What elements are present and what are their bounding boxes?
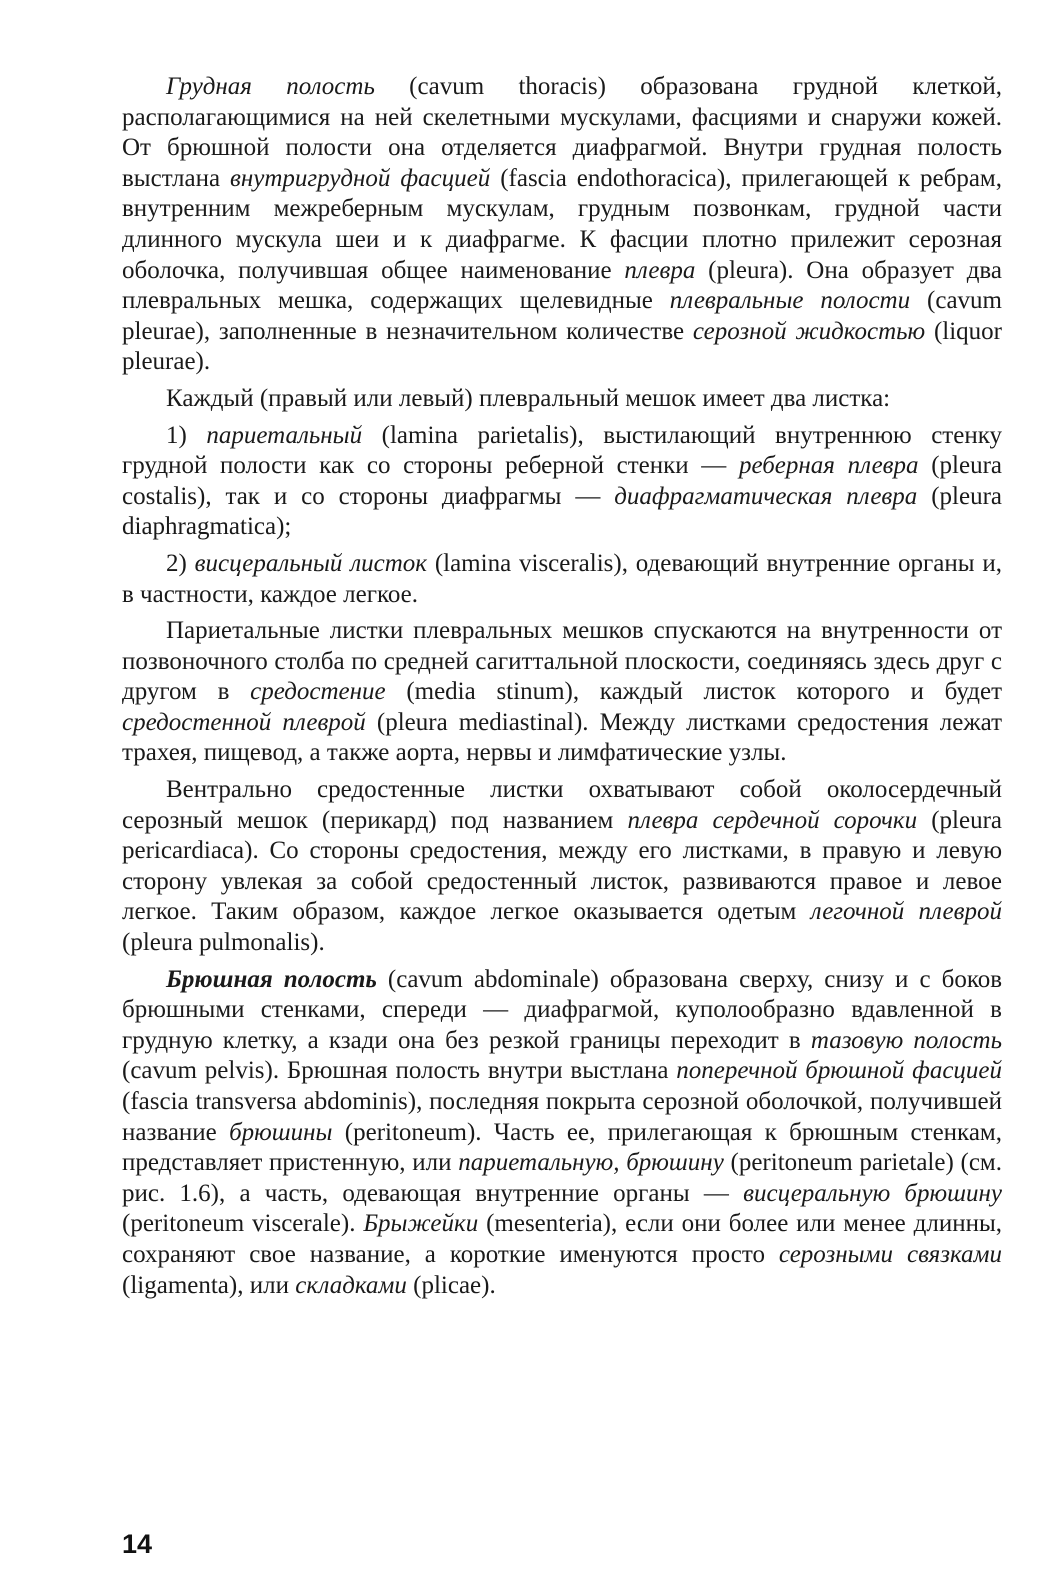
paragraph-mediastinum <box>122 616 1002 769</box>
page-number: 14 <box>122 1529 153 1559</box>
italic-term: средостение <box>250 678 386 706</box>
paragraph-pleural-sac-layers <box>122 384 1002 415</box>
text-run: (media stinum), каждый листок которого и будет <box>385 678 1002 706</box>
text-run: (fascia transversa abdominis), последняя покрыта серозной оболочкой, получившей название <box>122 1088 1002 1146</box>
text-run: Вентрально средостенные листки охватывают собой околосердечный серозный мешок (перикард) под названием <box>122 776 1002 834</box>
italic-term: серозными связками <box>778 1240 1002 1268</box>
italic-term: диафрагматическая плевра <box>614 482 918 510</box>
text-run: (fascia endothoracica), прилегающей к ребрам, внутренним межреберным мускулам, грудным позвонкам, грудной части длинного мускула шеи и к диафрагме. К фасции плотно прилежит серозная оболочка, получившая общее наименование <box>122 164 1003 284</box>
text-run: (pleura costalis), так и со стороны диафрагмы — <box>122 452 1002 510</box>
italic-term: поперечной брюшной фасцией <box>676 1057 1003 1085</box>
text-run: Париетальные листки плевральных мешков спускаются на внутренности от позвоночного столба по средней сагиттальной плоскости, соединяясь здесь друг с другом в <box>122 617 1002 706</box>
text-run: (ligamenta), или <box>122 1271 296 1299</box>
text-run: (peritoneum viscerale). <box>122 1210 364 1238</box>
text-run: (pleura mediastinal). Между листками средостения лежат трахея, пищевод, а также аорта, нервы и лимфатические узлы. <box>122 708 1002 767</box>
italic-term: висцеральную брюшину <box>743 1179 1002 1207</box>
document-page <box>122 72 1002 1301</box>
text-run: (liquor pleurae). <box>122 317 1002 376</box>
text-run: (lamina parietalis), выстилающий внутреннюю стенку грудной полости как со стороны реберной стенки — <box>122 421 1002 480</box>
italic-term: складками <box>295 1271 407 1299</box>
text-run: (pleura diaphragmatica); <box>122 482 1002 541</box>
text-run: (lamina visceralis), одевающий внутренние органы и, в частности, каждое легкое. <box>122 549 1002 608</box>
bold-italic-term: Брюшная полость <box>166 965 377 993</box>
italic-term: Брыжейки <box>363 1210 479 1238</box>
text-run: 1) <box>166 421 207 449</box>
text-run: (pleura pericardiaca). Со стороны средостения, между его листками, в правую и левую сторону увлекая за собой средостенный листок, развиваются правое и левое легкое. Таким образом, каждое легкое оказывается одетым <box>122 806 1003 926</box>
italic-term: висцеральный листок <box>194 549 427 577</box>
text-run: (cavum pleurae), заполненные в незначительном количестве <box>122 287 1002 345</box>
italic-term: серозной жидкостью <box>692 317 926 345</box>
paragraph-abdominal-cavity <box>122 965 1002 1302</box>
text-run: Каждый (правый или левый) плевральный мешок имеет два листка: <box>166 384 891 412</box>
text-run: (peritoneum parietale) (см. рис. 1.6), а часть, одевающая внутренние органы — <box>122 1149 1002 1207</box>
italic-term: плевра сердечной сорочки <box>627 806 918 834</box>
italic-term: тазовую полость <box>810 1026 1002 1054</box>
italic-term: плевра <box>624 256 696 284</box>
italic-term: париетальную, брюшину <box>458 1149 724 1177</box>
list-item-parietal-layer <box>122 421 1002 543</box>
paragraph-pericardium-lungs <box>122 775 1002 959</box>
italic-term: реберная плевра <box>738 452 919 480</box>
text-run: 2) <box>166 549 195 577</box>
text-run: (plicae). <box>406 1271 496 1299</box>
text-run: (cavum thoracis) образована грудной клеткой, располагающимися на ней скелетными мускулами, фасциями и снаружи кожей. От брюшной полости она отделяется диафрагмой. Внутри грудная полость выстлана <box>122 73 1003 192</box>
text-run: (peritoneum). Часть ее, прилегающая к брюшным стенкам, представляет пристенную, или <box>122 1118 1002 1177</box>
italic-term: легочной плеврой <box>810 898 1002 926</box>
italic-term: плевральные полости <box>669 287 911 315</box>
italic-term: средостенной плеврой <box>122 708 366 736</box>
italic-term: Грудная полость <box>166 73 375 100</box>
text-run: (cavum abdominale) образована сверху, снизу и с боков брюшными стенками, спереди — диафрагмой, куполообразно вдавленной в грудную клетку, а кзади она без резкой границы переходит в <box>122 965 1003 1054</box>
text-run: (mesenteria), если они более или менее длинны, сохраняют свое название, а короткие именуются просто <box>122 1210 1002 1268</box>
italic-term: внутригрудной фасцией <box>229 164 491 192</box>
text-run: (pleura pulmonalis). <box>122 929 325 957</box>
paragraph-thoracic-cavity <box>122 72 1002 378</box>
italic-term: париетальный <box>206 421 363 449</box>
italic-term: брюшины <box>229 1118 333 1146</box>
list-item-visceral-layer <box>122 549 1002 610</box>
text-run: (pleura). Она образует два плевральных мешка, содержащих щелевидные <box>122 256 1002 315</box>
text-run: (cavum pelvis). Брюшная полость внутри выстлана <box>122 1057 677 1085</box>
